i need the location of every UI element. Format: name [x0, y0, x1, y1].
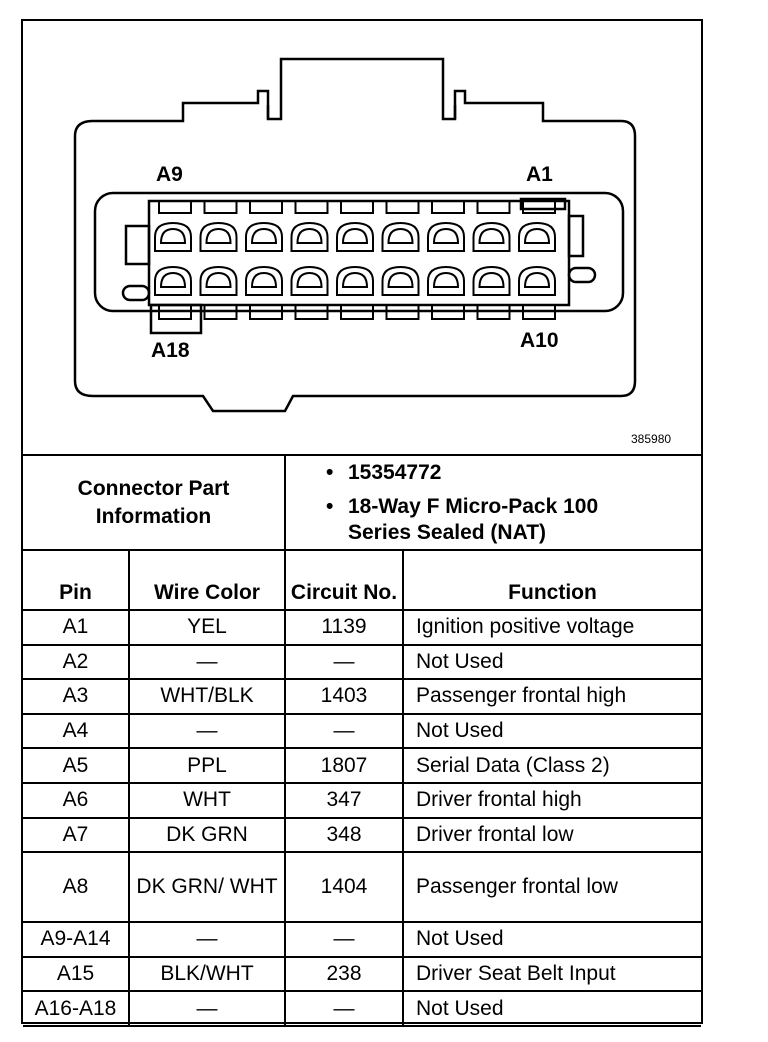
pin-cell: A3: [23, 679, 129, 714]
bullet-icon: •: [326, 460, 334, 484]
function-cell: Not Used: [403, 922, 701, 957]
table-row: [23, 645, 701, 680]
pin-cell: A2: [23, 645, 129, 680]
pin-label-a9: A9: [156, 163, 183, 186]
function-cell: Driver Seat Belt Input: [403, 957, 701, 992]
function-cell: Passenger frontal high: [403, 679, 701, 714]
pin-cavity-bottom: [292, 267, 328, 295]
pin-cavity-top: [246, 223, 282, 251]
circuit-cell: 1403: [285, 679, 403, 714]
pin-cavity-top: [383, 223, 419, 251]
table-row: [23, 922, 701, 957]
connector-description: 18-Way F Micro-Pack 100 Series Sealed (NAT): [348, 494, 599, 544]
circuit-cell: —: [285, 922, 403, 957]
function-cell: Ignition positive voltage: [403, 610, 701, 645]
top-tooth: [478, 201, 510, 213]
table-row: [23, 748, 701, 783]
pin-cavity-top: [519, 223, 555, 251]
top-tooth: [432, 201, 464, 213]
header-circuit: Circuit No.: [285, 550, 403, 610]
function-cell: Driver frontal low: [403, 818, 701, 853]
pin-label-a10: A10: [520, 329, 559, 352]
circuit-cell: 348: [285, 818, 403, 853]
table-row: [23, 818, 701, 853]
pin-cavity-bottom: [246, 267, 282, 295]
pin-cavity-top: [474, 223, 510, 251]
connector-info-items: [285, 455, 701, 550]
header-function: Function: [403, 550, 701, 610]
table-header: [23, 550, 701, 610]
circuit-cell: —: [285, 714, 403, 749]
wire-color-cell: WHT/BLK: [129, 679, 285, 714]
connector-info-item: [326, 494, 701, 546]
top-tooth: [205, 201, 237, 213]
wire-color-cell: —: [129, 991, 285, 1026]
circuit-cell: 347: [285, 783, 403, 818]
pin-label-a1: A1: [526, 163, 553, 186]
pin-cell: A8: [23, 852, 129, 922]
header-wire-color: Wire Color: [129, 550, 285, 610]
pin-cell: A4: [23, 714, 129, 749]
pin-cavity-bottom: [337, 267, 373, 295]
circuit-cell: 1404: [285, 852, 403, 922]
connector-info-label: Connector Part Information: [23, 455, 285, 550]
function-cell: Not Used: [403, 714, 701, 749]
wire-color-cell: BLK/WHT: [129, 957, 285, 992]
table-row: [23, 852, 701, 922]
side-notch-left: [126, 226, 149, 264]
function-cell: Not Used: [403, 991, 701, 1026]
connector-drawing: [23, 21, 701, 454]
pin-cavity-top: [155, 223, 191, 251]
function-cell: Serial Data (Class 2): [403, 748, 701, 783]
pin-cell: A5: [23, 748, 129, 783]
table-row: [23, 610, 701, 645]
part-number: 15354772: [348, 460, 442, 484]
table-row: [23, 679, 701, 714]
circuit-cell: 238: [285, 957, 403, 992]
connector-frame: [21, 19, 703, 1024]
table-row: [23, 714, 701, 749]
pin-cavity-bottom: [519, 267, 555, 295]
top-tooth: [250, 201, 282, 213]
pin-label-a18: A18: [151, 339, 190, 362]
pin-cell: A6: [23, 783, 129, 818]
side-notch-right: [569, 216, 583, 256]
wire-color-cell: DK GRN/ WHT: [129, 852, 285, 922]
header-pin: Pin: [23, 550, 129, 610]
pin-cell: A7: [23, 818, 129, 853]
pin-block: [149, 201, 569, 305]
key-left: [123, 286, 149, 300]
key-right: [569, 268, 595, 282]
top-tooth: [296, 201, 328, 213]
pin-cavity-bottom: [474, 267, 510, 295]
connector-diagram: [23, 21, 701, 454]
table-row: [23, 957, 701, 992]
top-teeth: [159, 201, 555, 213]
pin-cavity-bottom: [155, 267, 191, 295]
pin-cell: A16-A18: [23, 991, 129, 1026]
pin-cavity-top: [201, 223, 237, 251]
connector-info-item: [326, 460, 701, 486]
figure-number: 385980: [631, 432, 672, 446]
pin-cell: A1: [23, 610, 129, 645]
pin-cavity-bottom: [201, 267, 237, 295]
wire-color-cell: —: [129, 922, 285, 957]
bullet-icon: •: [326, 494, 334, 518]
wire-color-cell: WHT: [129, 783, 285, 818]
pin-cavity-top: [337, 223, 373, 251]
function-cell: Not Used: [403, 645, 701, 680]
pin-cavity-bottom: [383, 267, 419, 295]
table-row: [23, 783, 701, 818]
connector-info-row: [23, 455, 701, 550]
wire-color-cell: —: [129, 645, 285, 680]
table-row: [23, 991, 701, 1026]
circuit-cell: 1139: [285, 610, 403, 645]
circuit-cell: 1807: [285, 748, 403, 783]
wire-color-cell: YEL: [129, 610, 285, 645]
circuit-cell: —: [285, 645, 403, 680]
top-tooth: [159, 201, 191, 213]
pin-table: [23, 454, 701, 1027]
wire-color-cell: DK GRN: [129, 818, 285, 853]
wire-color-cell: PPL: [129, 748, 285, 783]
latch-inner: [268, 105, 455, 119]
function-cell: Driver frontal high: [403, 783, 701, 818]
circuit-cell: —: [285, 991, 403, 1026]
top-tooth: [523, 201, 555, 213]
pin-cavity-top: [428, 223, 464, 251]
top-tooth: [387, 201, 419, 213]
pin-cavity-top: [292, 223, 328, 251]
pin-row-bottom: [155, 267, 555, 295]
pin-cell: A15: [23, 957, 129, 992]
pin-cavity-bottom: [428, 267, 464, 295]
top-tooth: [341, 201, 373, 213]
wire-color-cell: —: [129, 714, 285, 749]
pin-row-top: [155, 223, 555, 251]
pin-cell: A9-A14: [23, 922, 129, 957]
function-cell: Passenger frontal low: [403, 852, 701, 922]
